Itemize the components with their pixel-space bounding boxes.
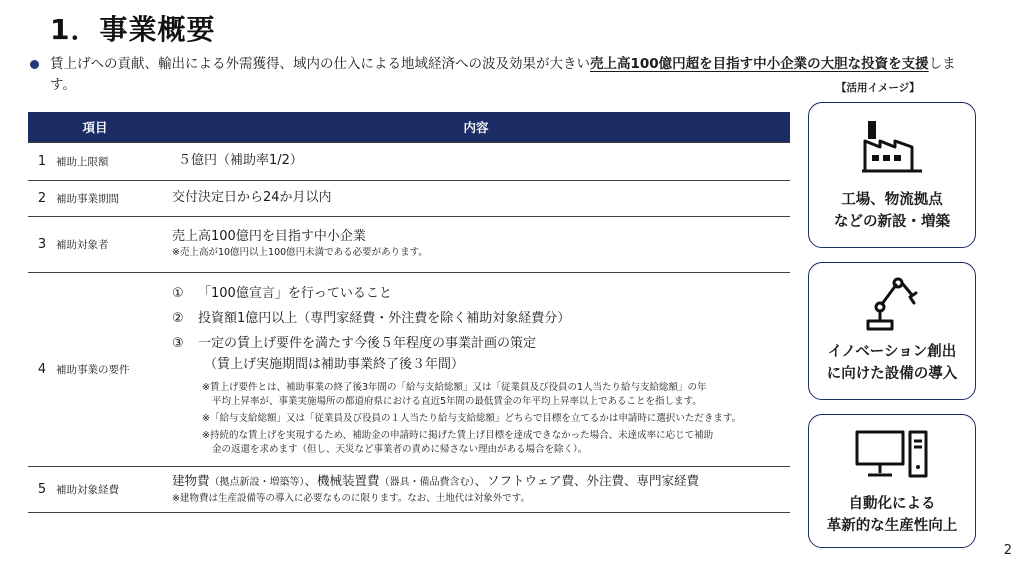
- requirement-text: 一定の賃上げ要件を満たす今後５年程度の事業計画の策定: [198, 336, 537, 351]
- requirement-notes: [172, 381, 786, 457]
- table-row: [28, 180, 790, 216]
- row-content: ５億円（補助率1/2）: [162, 142, 790, 180]
- card-line-2: 革新的な生産性向上: [826, 518, 958, 534]
- table-row: [28, 216, 790, 272]
- computer-icon: [854, 429, 930, 487]
- row-content: [162, 216, 790, 272]
- row-item: 補助対象者: [52, 216, 162, 272]
- requirement-item: [172, 306, 786, 331]
- header-content: 内容: [162, 112, 790, 142]
- requirement-item: [172, 281, 786, 306]
- table-row: [28, 466, 790, 512]
- row-content: 交付決定日から24か月以内: [162, 180, 790, 216]
- row-number: 2: [28, 180, 52, 216]
- table-row: [28, 142, 790, 180]
- row-number: 5: [28, 466, 52, 512]
- row-item: 補助上限額: [52, 142, 162, 180]
- row-item: 補助事業期間: [52, 180, 162, 216]
- row-number: 3: [28, 216, 52, 272]
- lead-emphasis: 売上高100億円超を目指す中小企業の大胆な投資を支援: [590, 56, 929, 72]
- bullet-dot: [30, 60, 39, 69]
- row-number: 1: [28, 142, 52, 180]
- table-row: [28, 272, 790, 466]
- usage-card-factory: [808, 102, 976, 248]
- card-line-1: 自動化による: [848, 496, 936, 512]
- card-line-1: 工場、物流拠点: [841, 192, 943, 208]
- robot-arm-icon: [860, 273, 924, 337]
- row-note: ※建物費は生産設備等の導入に必要なものに限ります。なお、土地代は対象外です。: [172, 493, 530, 504]
- usage-card-robot: [808, 262, 976, 400]
- page-number: 2: [1003, 543, 1012, 558]
- lead-paragraph: [30, 54, 960, 96]
- row-note: ※売上高が10億円以上100億円未満である必要があります。: [172, 247, 428, 258]
- row-item: 補助対象経費: [52, 466, 162, 512]
- requirement-number: ②: [172, 311, 184, 326]
- requirement-item: [172, 331, 786, 356]
- page-title: 1．事業概要: [50, 13, 216, 46]
- factory-icon: [860, 115, 924, 179]
- requirement-number: ③: [172, 336, 184, 351]
- row-note: ※持続的な賃上げを実現するため、補助金の申請時に掲げた賃上げ目標を達成できなかった場合、未達成率に応じて補助 金の返還を求めます（但し、天災など事業者の責めに帰さない理由がある場合を除く）。: [202, 430, 714, 455]
- row-content: [162, 466, 790, 512]
- row-content-main: 売上高100億円を目指す中小企業: [172, 229, 366, 244]
- image-label: 【活用イメージ】: [836, 82, 920, 94]
- row-note: ※「給与支給総額」又は「従業員及び役員の１人当たり給与支給総額」どちらで目標を立てるかは申請時に選択いただきます。: [202, 413, 742, 424]
- card-line-1: イノベーション創出: [827, 344, 957, 360]
- overview-table: [28, 112, 790, 513]
- row-number: 4: [28, 272, 52, 466]
- lead-tail: します。: [50, 56, 956, 93]
- card-line-2: などの新設・増築: [834, 214, 950, 230]
- requirement-number: ①: [172, 286, 184, 301]
- row-content: [162, 272, 790, 466]
- row-note: ※賃上げ要件とは、補助事業の終了後3年間の「給与支給総額」又は「従業員及び役員の1人当たり給与支給総額」の年 平均上昇率が、事業実施場所の都道府県における直近5年間の最低賃金の年平均上昇率以上であることを指します。: [202, 382, 707, 407]
- row-content-main: 建物費（拠点新設・増築等）、機械装置費（器具・備品費含む）、ソフトウェア費、外注費、専門家経費: [172, 473, 700, 488]
- row-item: 補助事業の要件: [52, 272, 162, 466]
- table-header-row: [28, 112, 790, 142]
- requirement-text: 「100億宣言」を行っていること: [198, 286, 392, 301]
- requirement-text: 投資額1億円以上（専門家経費・外注費を除く補助対象経費分）: [198, 311, 571, 326]
- requirement-subtext: （賃上げ実施期間は補助事業終了後３年間）: [204, 357, 465, 372]
- usage-card-computer: [808, 414, 976, 548]
- lead-text: 賃上げへの貢献、輸出による外需獲得、域内の仕入による地域経済への波及効果が大きい: [50, 56, 590, 72]
- header-item: 項目: [28, 112, 162, 142]
- card-line-2: に向けた設備の導入: [826, 366, 958, 382]
